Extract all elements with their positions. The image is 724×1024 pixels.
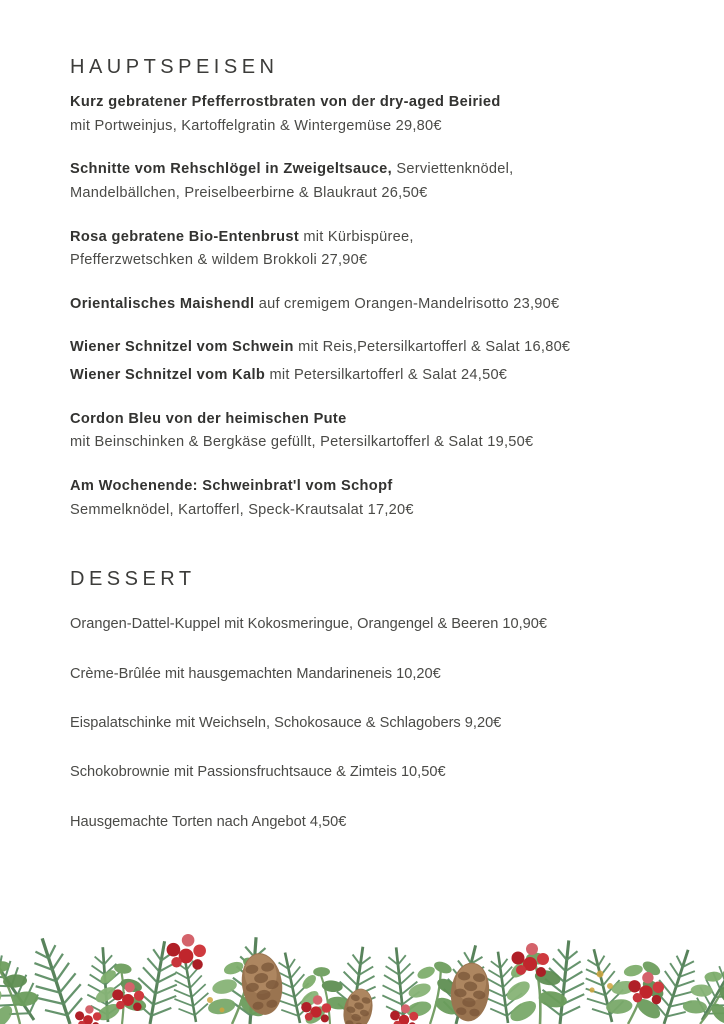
menu-item-line	[70, 293, 660, 317]
menu-item-name: Crème-Brûlée	[70, 665, 161, 682]
menu-item-name: Kurz gebratener Pfefferrostbraten von der dry-aged Beiried	[70, 94, 501, 110]
menu-item	[70, 226, 660, 273]
menu-item-line	[70, 364, 660, 388]
menu-item-name: Eispalatschinke	[70, 715, 172, 732]
menu-item-desc: nach Angebot 4,50€	[212, 813, 347, 830]
menu-item	[70, 811, 660, 834]
menu-item	[70, 408, 660, 455]
menu-item	[70, 761, 660, 784]
menu-item-line	[70, 115, 660, 139]
menu-item-name: Schnitte vom Rehschlögel in Zweigeltsauce,	[70, 161, 393, 178]
menu-item	[70, 475, 660, 522]
menu-item-desc: Semmelknödel, Kartofferl, Speck-Krautsalat 17,20€	[70, 501, 414, 518]
menu-item-desc: Serviettenknödel,	[392, 161, 514, 178]
menu-item-name: Orangen-Dattel-Kuppel	[70, 616, 221, 633]
menu-item	[70, 613, 660, 636]
menu-item	[70, 663, 660, 686]
menu-item-desc: mit hausgemachten Mandarineneis 10,20€	[160, 665, 441, 682]
menu-item-line	[70, 226, 660, 250]
menu-item	[70, 336, 660, 360]
menu-item-name: Wiener Schnitzel vom Schwein	[70, 339, 294, 356]
menu-item-name: Am Wochenende: Schweinbrat'l vom Schopf	[70, 478, 393, 495]
menu-item-desc: mit Passionsfruchtsauce & Zimteis 10,50€	[169, 764, 446, 781]
menu-item-desc: mit Reis,Petersilkartofferl & Salat 16,80€	[293, 339, 571, 356]
menu-item-line	[70, 182, 660, 206]
menu-item	[70, 91, 660, 138]
menu-item-desc: auf cremigem Orangen-Mandelrisotto 23,90€	[254, 295, 560, 312]
section-title-dessert: DESSERT	[70, 568, 196, 591]
menu-item-name: Orientalisches Maishendl	[70, 295, 255, 312]
menu-item-name: Hausgemachte Torten	[70, 813, 213, 830]
menu-item-desc: mit Kürbispüree,	[299, 228, 414, 245]
menu-item	[70, 293, 660, 317]
menu-item-line	[70, 408, 660, 432]
menu-item-desc: mit Beinschinken & Bergkäse gefüllt, Petersilkartofferl & Salat 19,50€	[70, 434, 534, 451]
menu-item-desc: mit Petersilkartofferl & Salat 24,50€	[265, 367, 508, 384]
menu-item-name: Wiener Schnitzel vom Kalb	[70, 367, 266, 384]
menu-item	[70, 158, 660, 205]
menu-item-desc: Mandelbällchen, Preiselbeerbirne & Blaukraut 26,50€	[70, 184, 428, 201]
menu-item-line	[70, 336, 660, 360]
menu-item	[70, 712, 660, 735]
menu-item	[70, 364, 660, 388]
menu-item-name: Cordon Bleu von der heimischen Pute	[70, 410, 347, 427]
menu-item-line	[70, 499, 660, 523]
menu-item-name: Rosa gebratene Bio-Entenbrust	[70, 228, 300, 245]
menu-item-desc: mit Kokosmeringue, Orangengel & Beeren 10,90€	[220, 616, 548, 633]
section-title-hauptspeisen: HAUPTSPEISEN	[70, 56, 279, 78]
menu-item-desc: Pfefferzwetschken & wildem Brokkoli 27,90€	[70, 252, 368, 269]
menu-item-line	[70, 249, 660, 273]
menu-item-line	[70, 158, 660, 182]
menu-item-line	[70, 91, 660, 115]
menu-item-desc: mit Weichseln, Schokosauce & Schlagobers 9,20€	[171, 715, 502, 732]
menu-item-line	[70, 431, 660, 455]
menu-item-line	[70, 475, 660, 499]
menu-item-desc: mit Portweinjus, Kartoffelgratin & Wintergemüse 29,80€	[70, 117, 442, 134]
menu-item-name: Schokobrownie	[70, 764, 170, 781]
